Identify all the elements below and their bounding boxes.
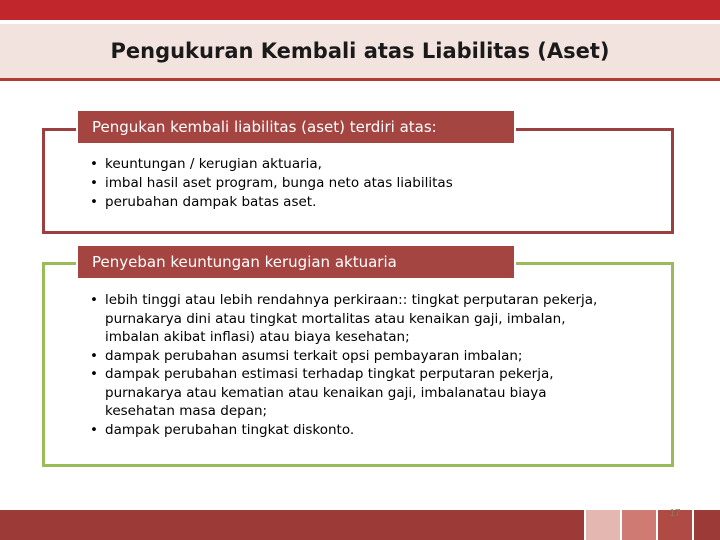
list-item: • dampak perubahan estimasi terhadap tingkat perputaran pekerja, purnakarya atau kematian atau kenaikan gaji, imbalanatau biaya kesehatan masa depan; bbox=[90, 365, 620, 421]
section-2-list bbox=[90, 291, 620, 439]
page-number: 17 bbox=[669, 508, 681, 519]
top-accent-bar bbox=[0, 0, 720, 20]
footer-bar bbox=[0, 510, 584, 540]
list-item: • lebih tinggi atau lebih rendahnya perkiraan:: tingkat perputaran pekerja, purnakarya dini atau tingkat mortalitas atau kenaikan gaji, imbalan, imbalan akibat inflasi) atau biaya kesehatan; bbox=[90, 291, 620, 347]
title-band bbox=[0, 24, 720, 81]
slide-title: Pengukuran Kembali atas Liabilitas (Aset) bbox=[110, 39, 610, 63]
list-item: • imbal hasil aset program, bunga neto atas liabilitas bbox=[90, 174, 650, 193]
list-item: • keuntungan / kerugian aktuaria, bbox=[90, 155, 650, 174]
list-item: • dampak perubahan tingkat diskonto. bbox=[90, 421, 620, 440]
footer-square bbox=[586, 510, 620, 540]
list-item: • perubahan dampak batas aset. bbox=[90, 193, 650, 212]
section-1-list bbox=[90, 155, 650, 212]
section-2-heading: Penyeban keuntungan kerugian aktuaria bbox=[78, 246, 514, 278]
section-1-heading: Pengukan kembali liabilitas (aset) terdiri atas: bbox=[78, 111, 514, 143]
footer-square bbox=[694, 510, 720, 540]
list-item: • dampak perubahan asumsi terkait opsi pembayaran imbalan; bbox=[90, 347, 620, 366]
footer-square bbox=[622, 510, 656, 540]
